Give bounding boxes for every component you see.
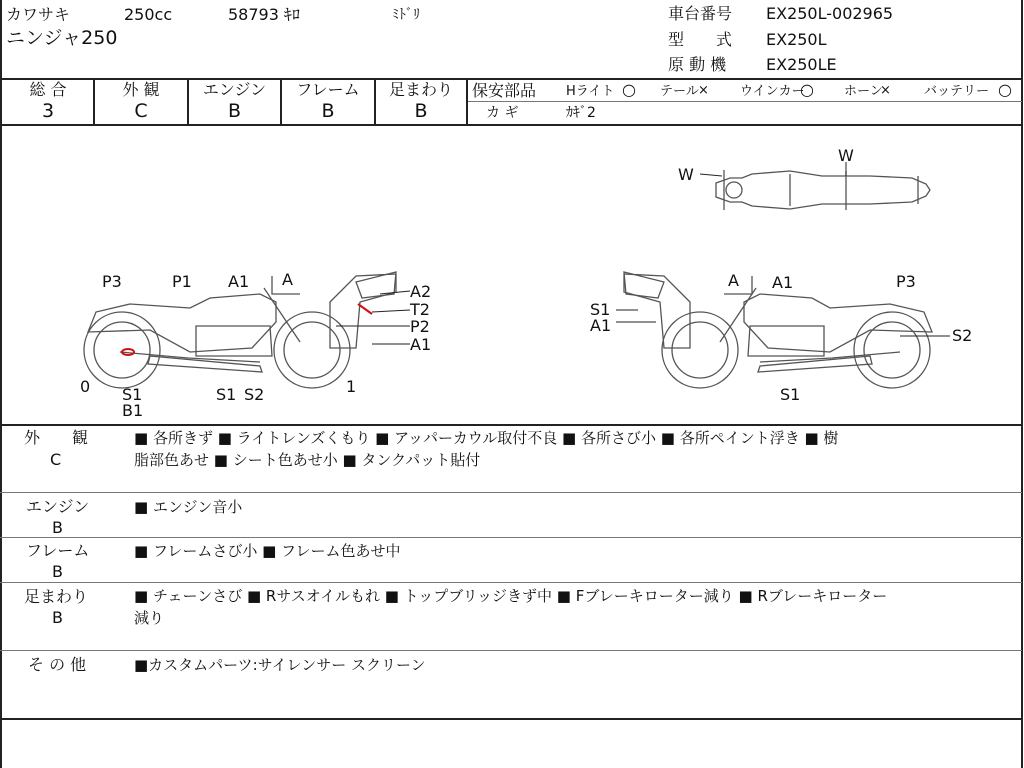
score-label-engine: エンジン [202, 80, 267, 99]
winker-status-icon: ○ [800, 80, 814, 99]
tail-status-icon: × [698, 83, 709, 98]
remark-text-frame: ■ フレームさび小 ■ フレーム色あせ中 [134, 542, 401, 560]
model-name: ニンジャ250 [6, 27, 118, 49]
frame-no: EX250L-002965 [766, 4, 894, 23]
remark-text-other: ■カスタムパーツ:サイレンサー スクリーン [134, 656, 426, 674]
rule [0, 537, 1022, 538]
safety-label: 保安部品 [472, 81, 537, 100]
score-label-exterior: 外 観 [122, 80, 160, 99]
displacement: 250cc [124, 5, 173, 24]
engine-label: 原 動 機 [668, 55, 727, 74]
bike-diagram [0, 126, 1022, 424]
label-l-b1: B1 [122, 401, 144, 420]
remark-text-exterior-2: 脂部色あせ ■ シート色あせ小 ■ タンクパット貼付 [134, 451, 481, 469]
label-r-a1: A1 [772, 273, 794, 292]
battery-status-icon: ○ [998, 80, 1012, 99]
rule [0, 650, 1022, 651]
label-l-p3: P3 [102, 272, 122, 291]
label-l-a2: A2 [410, 282, 432, 301]
label-r-a: A [728, 271, 739, 290]
label-l-a1b: A1 [410, 335, 432, 354]
frame-no-label: 車台番号 [668, 4, 733, 23]
label-l-a: A [282, 270, 293, 289]
mileage: 58793 ｷﾛ [228, 5, 300, 24]
label-r-s1: S1 [590, 300, 611, 319]
key-label: カ ギ [486, 105, 519, 121]
score-label-suspension: 足まわり [388, 80, 453, 99]
rule [0, 424, 1023, 426]
label-l-p1: P1 [172, 272, 192, 291]
engine-value: EX250LE [766, 55, 837, 74]
remark-grade-exterior: C [50, 450, 62, 469]
safety-item-headlight: Hライト [566, 84, 615, 99]
rule [0, 582, 1022, 583]
top-view-bike [716, 170, 930, 210]
safety-item-horn: ホーン [844, 84, 883, 99]
label-top-w2: W [838, 146, 854, 165]
label-l-t2: T2 [410, 300, 430, 319]
remark-cat-suspension: 足まわり [24, 587, 89, 606]
key-value: ｶｷﾞ2 [566, 105, 596, 121]
safety-item-winker: ウインカー [740, 84, 805, 99]
remark-text-suspension: ■ チェーンさび ■ Rサスオイルもれ ■ トップブリッジきず中 ■ Fブレーキローター減り ■ Rブレーキローター [134, 587, 888, 605]
safety-item-tail: テール [660, 84, 699, 99]
color: ﾐﾄﾞﾘ [392, 7, 420, 23]
label-r-p3: P3 [896, 272, 916, 291]
headlight-status-icon: ○ [622, 80, 636, 99]
safety-item-battery: バッテリー [924, 84, 990, 99]
score-value-total: 3 [41, 100, 55, 122]
remark-text-engine: ■ エンジン音小 [134, 498, 243, 516]
score-value-frame: B [321, 100, 335, 122]
label-l-1: 1 [346, 377, 357, 396]
score-value-suspension: B [414, 100, 428, 122]
remark-text-suspension-2: 減り [134, 609, 165, 627]
remark-text-exterior: ■ 各所きず ■ ライトレンズくもり ■ アッパーカウル取付不良 ■ 各所さび小 ■ 各所ペイント浮き ■ 樹 [134, 429, 839, 447]
score-value-engine: B [227, 100, 242, 122]
label-l-s2: S2 [244, 385, 265, 404]
label-l-p2: P2 [410, 317, 430, 336]
remark-grade-frame: B [52, 562, 63, 581]
score-value-exterior: C [134, 100, 148, 122]
label-r-s1b: S1 [780, 385, 801, 404]
label-r-s2: S2 [952, 326, 973, 345]
remark-grade-engine: B [52, 518, 63, 537]
remark-cat-engine: エンジン [26, 497, 90, 516]
label-top-w1: W [678, 165, 694, 184]
type-label: 型 式 [668, 30, 733, 49]
remark-cat-frame: フレーム [26, 541, 90, 560]
score-label-total: 総 合 [29, 80, 67, 99]
label-l-s1: S1 [122, 385, 143, 404]
remark-grade-suspension: B [52, 608, 63, 627]
label-l-0: 0 [80, 377, 91, 396]
type-value: EX250L [766, 30, 827, 49]
maker: カワサキ [6, 5, 71, 24]
label-r-a1b: A1 [590, 316, 612, 335]
remark-cat-exterior: 外 観 [24, 428, 89, 447]
label-l-a1: A1 [228, 272, 250, 291]
rule [0, 492, 1022, 493]
remark-cat-other: そ の 他 [28, 655, 87, 674]
label-l-s1b: S1 [216, 385, 237, 404]
score-label-frame: フレーム [296, 80, 360, 99]
rule [0, 718, 1023, 720]
horn-status-icon: × [880, 83, 891, 98]
rule [466, 78, 468, 125]
